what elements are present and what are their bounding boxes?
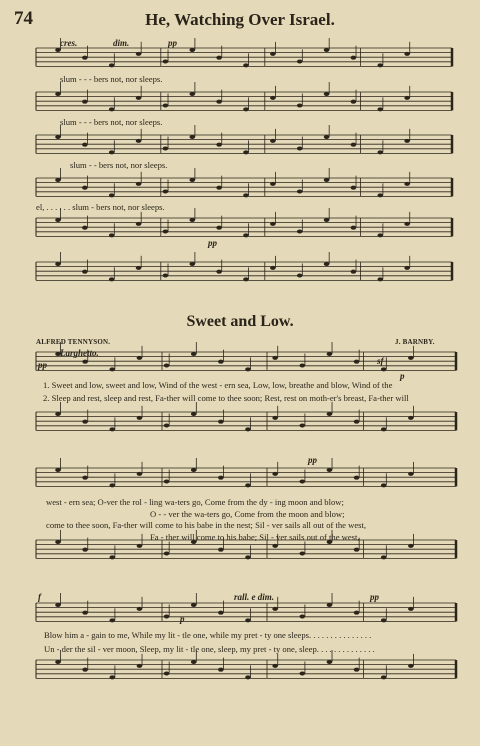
verse-1-line: 1. Sweet and low, sweet and low, Wind of the west - ern sea, Low, low, breathe and blow, Wind of the [43,380,393,390]
note-head [324,178,330,182]
note-head [381,427,387,431]
note-head [55,262,61,266]
note-head [327,468,333,472]
note-head [163,190,169,194]
note-head [82,186,88,190]
note-head [218,611,224,615]
note-head [377,107,383,111]
note-head [109,193,115,197]
note-head [297,104,303,108]
note-head [218,668,224,672]
note-head [404,52,410,56]
note-head [381,675,387,679]
note-head [82,143,88,147]
note-head [381,555,387,559]
note-head [137,356,143,360]
note-head [297,147,303,151]
note-head [191,660,197,664]
note-head [270,52,276,56]
note-head [243,63,249,67]
note-head [55,218,61,222]
note-head [381,483,387,487]
note-head [109,483,115,487]
lyric-line: O - - ver the wa-ters go, Come from the moon and blow; [150,509,345,519]
note-head [109,427,115,431]
note-head [351,186,357,190]
note-head [299,672,305,676]
note-head [270,266,276,270]
note-head [82,360,88,364]
note-head [404,96,410,100]
note-head [218,548,224,552]
note-head [137,664,143,668]
lyric-line: slum - - - bers not, nor sleeps. [60,74,163,84]
note-head [243,277,249,281]
lyric-line: slum - - - bers not, nor sleeps. [60,117,163,127]
note-head [164,552,170,556]
note-head [245,367,251,371]
note-head [404,182,410,186]
note-head [404,266,410,270]
second-piece-title: Sweet and Low. [186,313,294,330]
note-head [404,139,410,143]
note-head [109,107,115,111]
note-head [163,230,169,234]
note-head [270,139,276,143]
note-head [189,48,195,52]
note-head [272,544,278,548]
note-head [354,668,360,672]
note-head [55,48,61,52]
note-head [191,603,197,607]
note-head [245,555,251,559]
lyric-line: west - ern sea; O-ver the rol - ling wa-ters go, Come from the dy - ing moon and blow; [46,497,344,507]
note-head [55,135,61,139]
note-head [299,424,305,428]
note-head [82,270,88,274]
note-head [163,274,169,278]
note-head [163,104,169,108]
note-head [216,226,222,230]
note-head [324,92,330,96]
note-head [408,664,414,668]
note-head [164,424,170,428]
note-head [297,230,303,234]
note-head [245,618,251,622]
lyric-line: Fa - ther will come to his babe; Sil - ver sails out of the west, [150,532,360,542]
note-head [55,92,61,96]
note-head [82,668,88,672]
dynamic-dim: dim. [113,38,130,48]
note-head [216,143,222,147]
composer-credit: J. BARNBY. [395,338,435,346]
note-head [136,139,142,143]
page-number: 74 [14,8,33,29]
note-head [82,420,88,424]
note-head [109,63,115,67]
dynamic-rall-dim: rall. e dim. [234,592,274,602]
note-head [55,603,61,607]
dynamic-p: p [400,371,405,381]
note-head [164,672,170,676]
note-head [299,552,305,556]
note-head [164,615,170,619]
note-head [218,360,224,364]
dynamic-pp: pp [168,38,177,48]
note-head [191,468,197,472]
lyric-line: slum - - bers not, nor sleeps. [70,160,168,170]
note-head [82,611,88,615]
note-head [299,364,305,368]
note-head [381,367,387,371]
note-head [55,412,61,416]
note-head [408,472,414,476]
note-head [137,416,143,420]
dynamic-pp: pp [308,455,317,465]
note-head [272,356,278,360]
note-head [189,92,195,96]
note-head [299,615,305,619]
note-head [163,147,169,151]
note-head [377,233,383,237]
note-head [245,483,251,487]
note-head [191,352,197,356]
note-head [327,352,333,356]
note-head [55,540,61,544]
note-head [354,611,360,615]
note-head [245,675,251,679]
note-head [82,56,88,60]
note-head [408,544,414,548]
dynamic-sf: sf [377,356,384,366]
note-head [270,182,276,186]
note-head [82,476,88,480]
note-head [136,266,142,270]
note-head [327,603,333,607]
note-head [189,262,195,266]
dynamic-pp: pp [38,360,47,370]
note-head [354,476,360,480]
note-head [351,56,357,60]
note-head [351,143,357,147]
note-head [354,420,360,424]
note-head [137,472,143,476]
note-head [164,480,170,484]
note-head [109,277,115,281]
note-head [324,218,330,222]
lyricist-credit: ALFRED TENNYSON. [36,338,111,346]
note-head [354,548,360,552]
note-head [297,190,303,194]
note-head [324,135,330,139]
note-head [216,100,222,104]
note-head [82,100,88,104]
note-head [272,472,278,476]
note-head [377,277,383,281]
note-head [377,63,383,67]
note-head [243,107,249,111]
note-head [136,182,142,186]
note-head [109,150,115,154]
verse-2-line: 2. Sleep and rest, sleep and rest, Fa-ther will come to thee soon; Rest, rest on moth-er's breast, Fa-ther will [43,393,409,403]
note-head [55,660,61,664]
note-head [404,222,410,226]
note-head [299,480,305,484]
note-head [324,48,330,52]
dynamic-pp-piano: pp [208,238,217,248]
note-head [82,548,88,552]
note-head [272,607,278,611]
note-head [189,135,195,139]
note-head [136,52,142,56]
tempo-marking: Larghetto. [60,348,99,358]
note-head [189,178,195,182]
lyric-line: come to thee soon, Fa-ther will come to his babe in the nest; Sil - ver sails all out of the west, [46,520,367,530]
note-head [327,660,333,664]
note-head [351,270,357,274]
note-head [191,412,197,416]
dynamic-p: p [180,614,185,624]
note-head [109,233,115,237]
note-head [136,222,142,226]
dynamic-pp: pp [370,592,379,602]
note-head [272,416,278,420]
note-head [218,476,224,480]
note-head [109,367,115,371]
note-head [136,96,142,100]
note-head [109,555,115,559]
verse-2-line: Un - der the sil - ver moon, Sleep, my lit - tle one, sleep, my pret - ty one, sleep. . . . . . . . . . . . . . [44,644,375,654]
note-head [297,60,303,64]
lyric-line: el, . . . . . . slum - bers not, nor sleeps. [36,202,165,212]
note-head [55,468,61,472]
note-head [243,233,249,237]
first-piece-title: He, Watching Over Israel. [145,10,335,29]
note-head [408,607,414,611]
note-head [216,270,222,274]
note-head [189,218,195,222]
note-head [218,420,224,424]
note-head [243,193,249,197]
note-head [408,416,414,420]
note-head [243,150,249,154]
note-head [351,226,357,230]
note-head [137,607,143,611]
note-head [216,186,222,190]
dynamic-cres: cres. [60,38,78,48]
verse-1-line: Blow him a - gain to me, While my lit - tle one, while my pret - ty one sleeps. . . . . . . . . . . . . . . [44,630,372,640]
note-head [137,544,143,548]
note-head [82,226,88,230]
note-head [381,618,387,622]
dynamic-f: f [38,592,41,602]
note-head [55,178,61,182]
note-head [408,356,414,360]
note-head [377,150,383,154]
note-head [245,427,251,431]
note-head [272,664,278,668]
note-head [270,222,276,226]
note-head [297,274,303,278]
note-head [377,193,383,197]
note-head [109,675,115,679]
note-head [163,60,169,64]
note-head [164,364,170,368]
note-head [270,96,276,100]
note-head [354,360,360,364]
note-head [351,100,357,104]
note-head [109,618,115,622]
note-head [216,56,222,60]
note-head [327,412,333,416]
note-head [324,262,330,266]
